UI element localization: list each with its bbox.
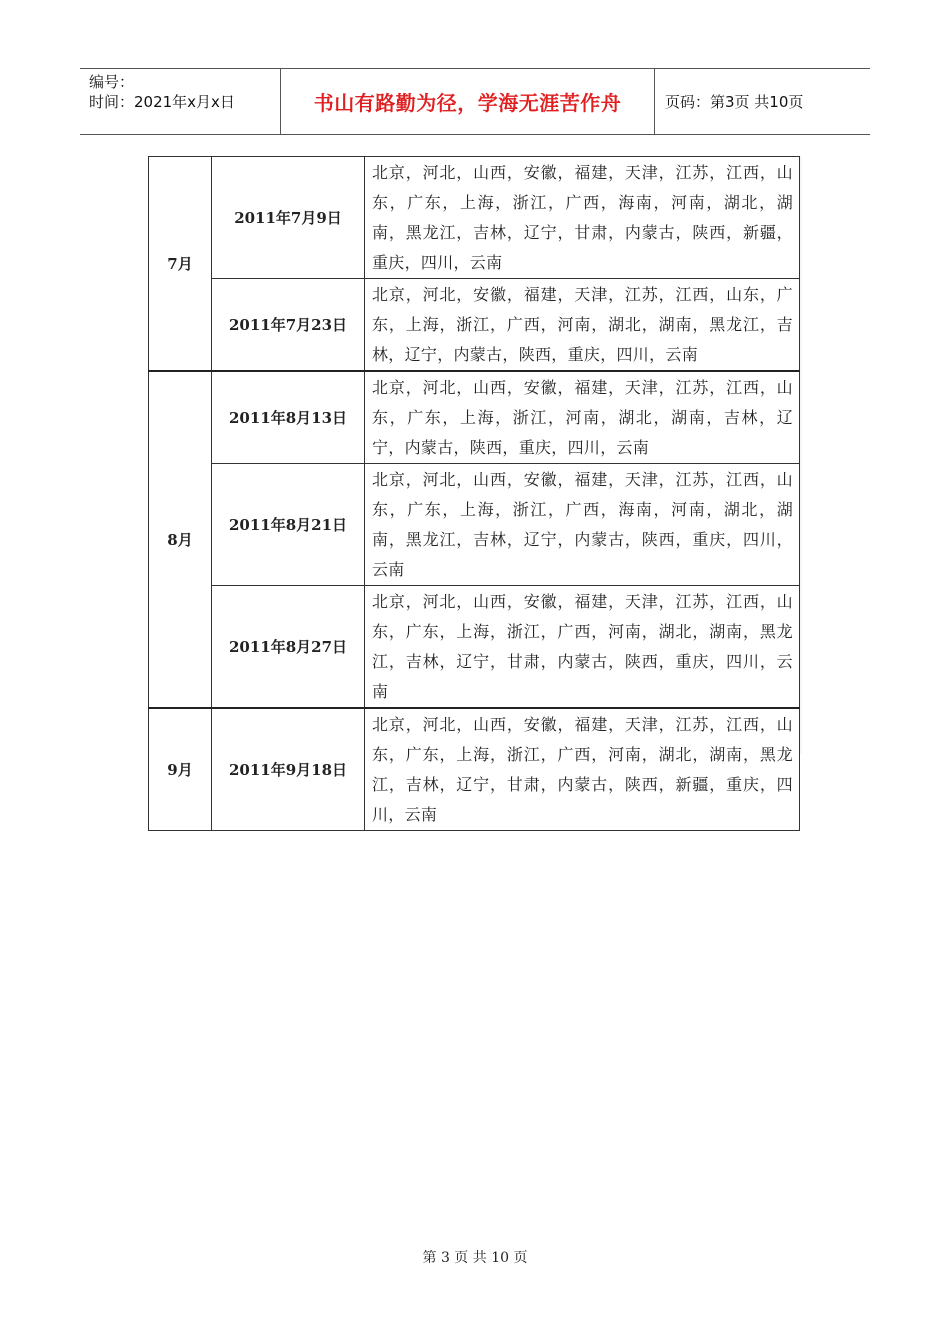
table-row [149,371,800,464]
page-footer: 第 3 页 共 10 页 [422,1250,528,1266]
month-cell: 9月 [149,708,212,831]
header-motto-cell [281,69,655,134]
header-page-cell [655,69,870,134]
header-page-number: 页码：第3页 共10页 [665,93,804,111]
date-cell: 2011年7月23日 [212,279,365,372]
table-row [149,157,800,279]
date-cell: 2011年7月9日 [212,157,365,279]
header-motto: 书山有路勤为径，学海无涯苦作舟 [313,91,622,115]
date-cell: 2011年8月27日 [212,586,365,709]
provinces-cell: 北京，河北，山西，安徽，福建，天津，江苏，江西，山东，广东，上海，浙江，广西，河南，湖北，湖南，黑龙江，吉林，辽宁，甘肃，内蒙古，陕西，新疆，重庆，四川，云南 [365,708,800,831]
month-cell: 7月 [149,157,212,372]
provinces-cell: 北京，河北，山西，安徽，福建，天津，江苏，江西，山东，广东，上海，浙江，广西，海南，河南，湖北，湖南，黑龙江，吉林，辽宁，甘肃，内蒙古，陕西，新疆，重庆，四川，云南 [365,157,800,279]
provinces-cell: 北京，河北，山西，安徽，福建，天津，江苏，江西，山东，广东，上海，浙江，广西，海南，河南，湖北，湖南，黑龙江，吉林，辽宁，内蒙古，陕西，重庆，四川，云南 [365,464,800,586]
date-cell: 2011年8月13日 [212,371,365,464]
doc-number-label: 编号： [89,73,135,91]
provinces-cell: 北京，河北，山西，安徽，福建，天津，江苏，江西，山东，广东，上海，浙江，广西，河南，湖北，湖南，黑龙江，吉林，辽宁，甘肃，内蒙古，陕西，重庆，四川，云南 [365,586,800,709]
page-header [80,68,870,135]
table-row [149,708,800,831]
table-row [149,586,800,709]
schedule-table [148,156,800,831]
date-cell: 2011年9月18日 [212,708,365,831]
table-row [149,464,800,586]
header-meta [80,69,281,134]
doc-time-label: 时间：2021年x月x日 [89,93,235,111]
date-cell: 2011年8月21日 [212,464,365,586]
month-cell: 8月 [149,371,212,708]
schedule-table-container [148,156,802,824]
provinces-cell: 北京，河北，安徽，福建，天津，江苏，江西，山东，广东，上海，浙江，广西，河南，湖北，湖南，黑龙江，吉林，辽宁，内蒙古，陕西，重庆，四川，云南 [365,279,800,372]
provinces-cell: 北京，河北，山西，安徽，福建，天津，江苏，江西，山东，广东，上海，浙江，河南，湖北，湖南，吉林，辽宁，内蒙古，陕西，重庆，四川，云南 [365,371,800,464]
table-row [149,279,800,372]
